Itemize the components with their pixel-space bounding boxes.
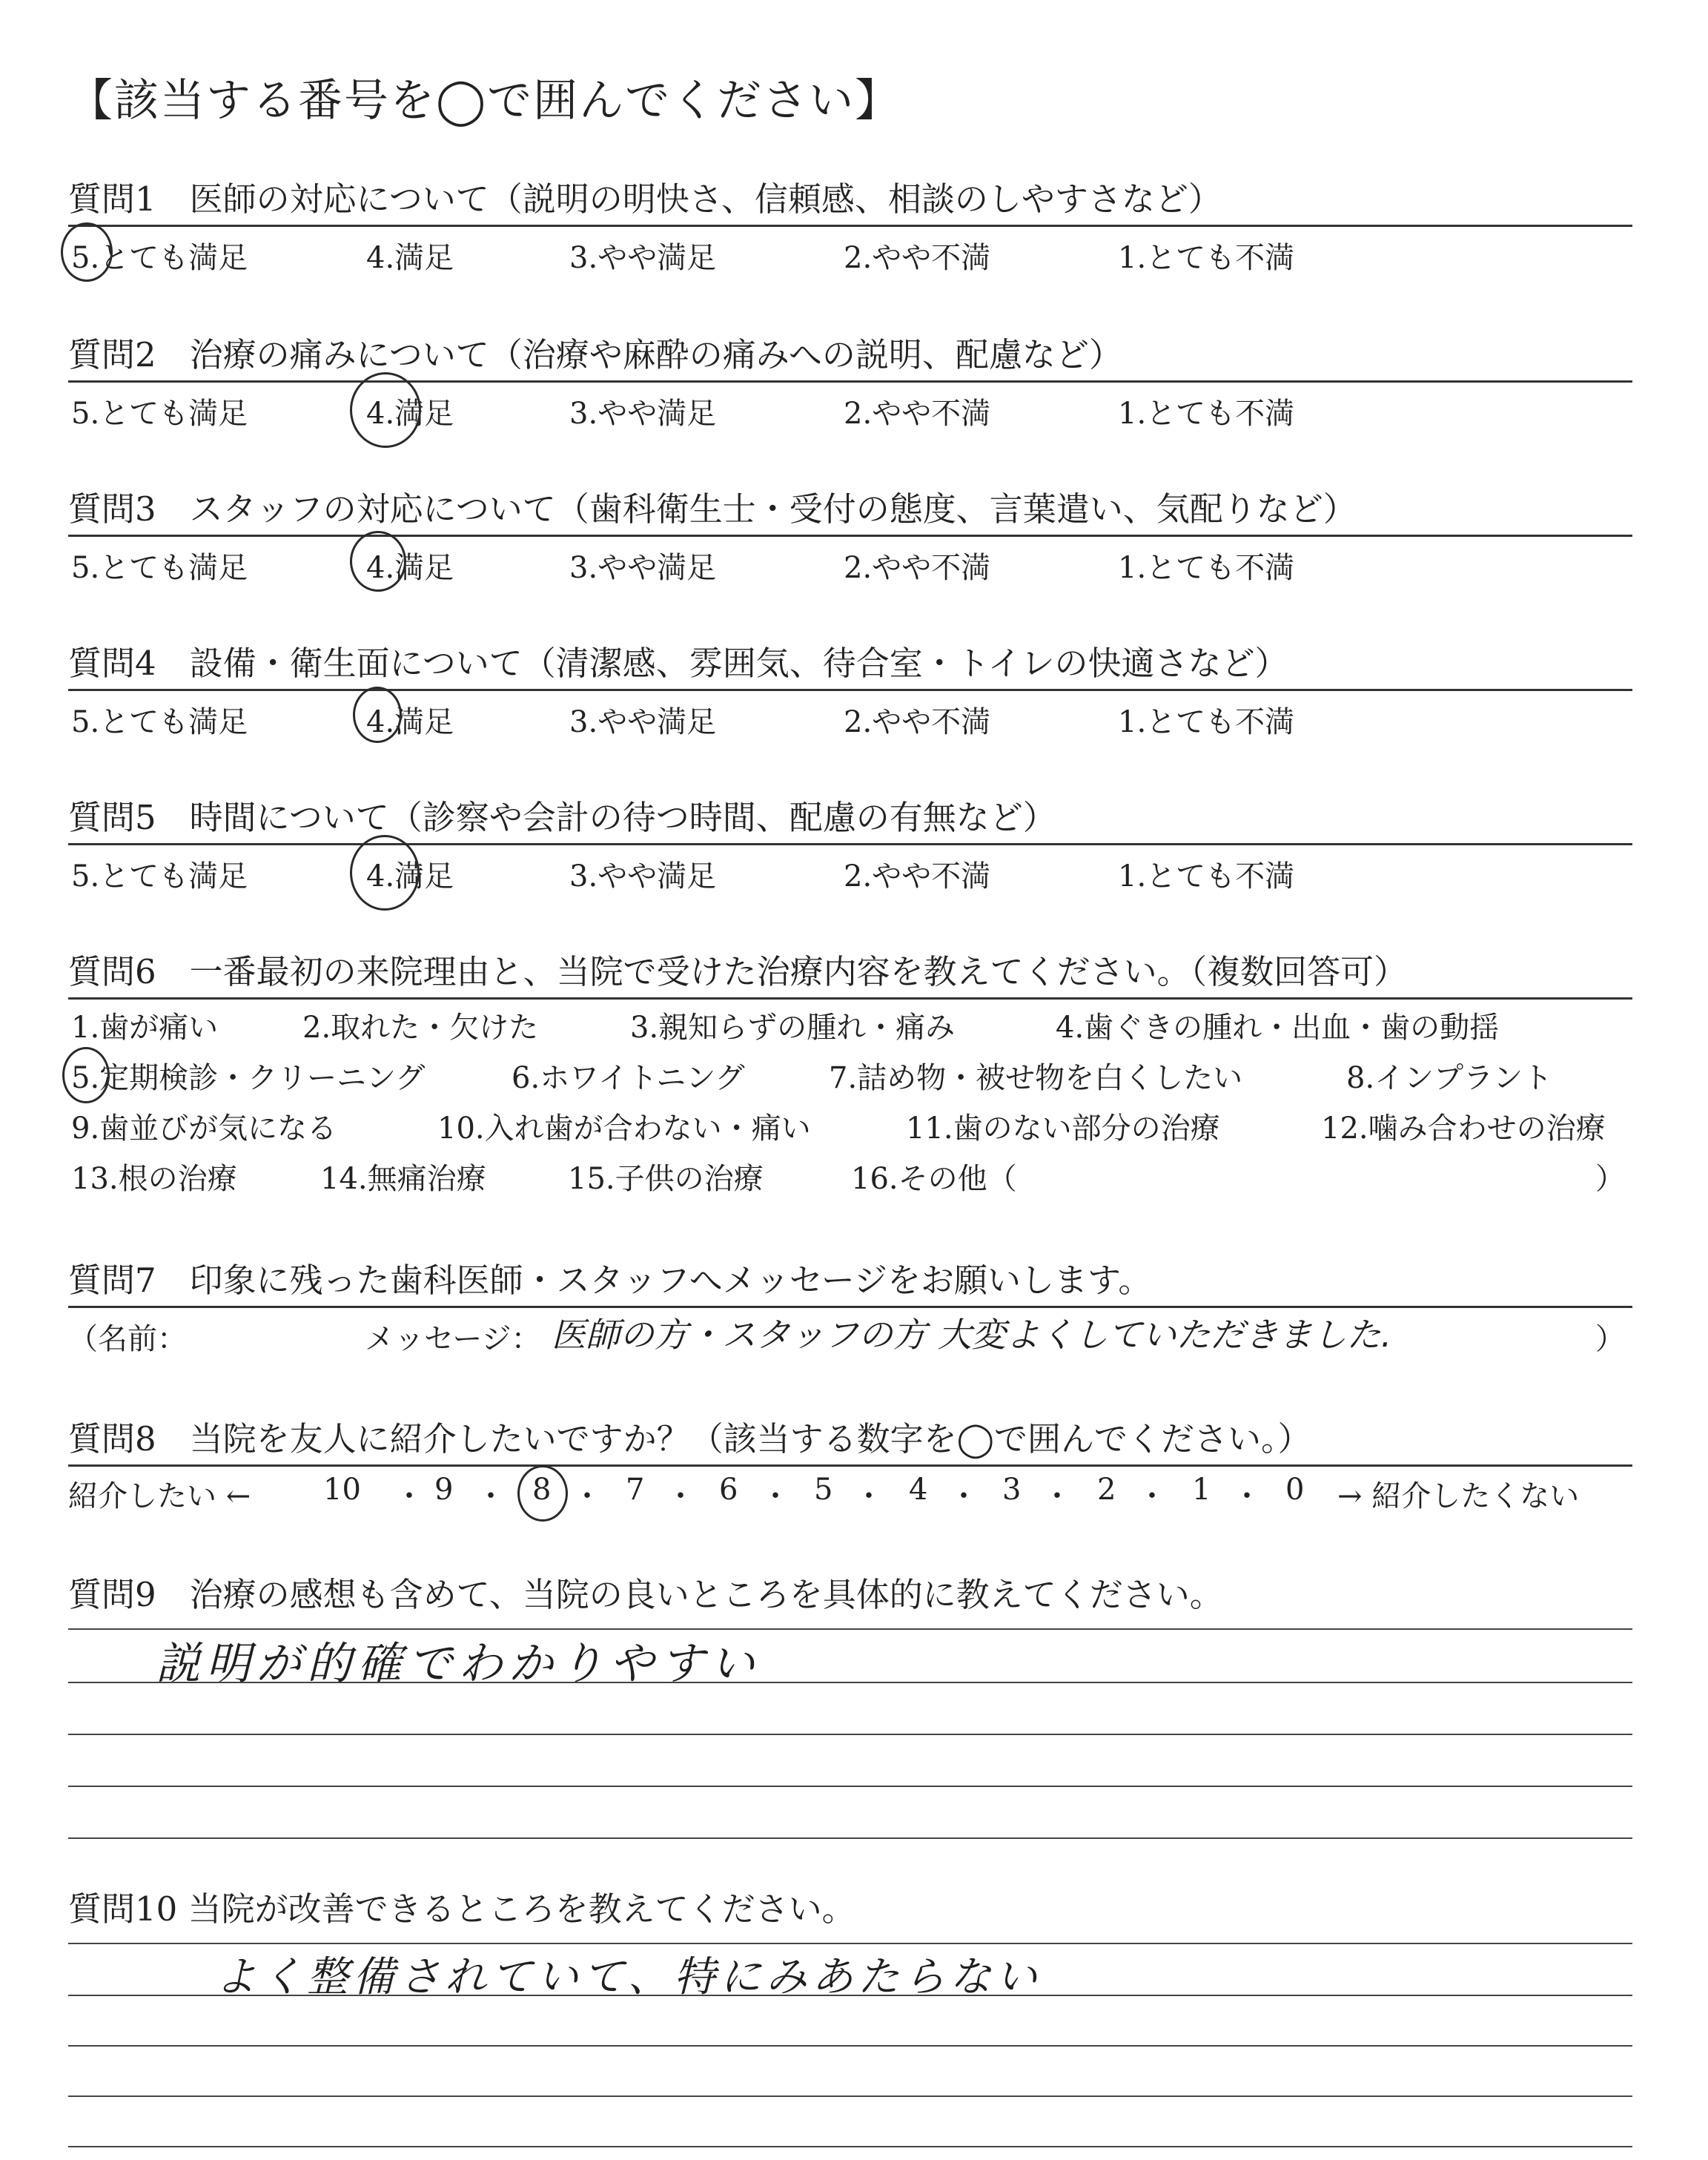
- option-1[interactable]: 1.とても不満: [1118, 859, 1295, 894]
- scale-dot: ・: [666, 1479, 695, 1513]
- rating-options: [68, 845, 1632, 894]
- option-5[interactable]: 5.とても満足: [71, 397, 248, 431]
- q6-option-16[interactable]: 16.その他（: [851, 1162, 1017, 1196]
- scale-dot: ・: [949, 1479, 979, 1513]
- answer-line: [68, 1837, 1632, 1839]
- question-title: 質問1 医師の対応について（説明の明快さ、信頼感、相談のしやすさなど）: [68, 172, 1632, 227]
- checklist-row: [68, 1050, 1632, 1100]
- q6-option-4[interactable]: 4.歯ぐきの腫れ・出血・歯の動揺: [1056, 1011, 1500, 1045]
- recommend-scale: [68, 1467, 1632, 1519]
- scale-value[interactable]: 10: [323, 1473, 361, 1507]
- option-5[interactable]: 5.とても満足: [71, 705, 248, 739]
- option-5[interactable]: 5.とても満足: [71, 241, 248, 275]
- option-3[interactable]: 3.やや満足: [569, 241, 717, 275]
- option-1[interactable]: 1.とても不満: [1118, 397, 1295, 431]
- question-2: [68, 328, 1632, 431]
- form-heading: 【該当する番号を◯で囲んでください】: [68, 75, 901, 127]
- q6-option-13[interactable]: 13.根の治療: [71, 1162, 237, 1196]
- question-3: [68, 482, 1632, 585]
- scale-value[interactable]: 6: [719, 1473, 738, 1507]
- q6-option-6[interactable]: 6.ホワイトニング: [512, 1061, 745, 1095]
- scale-dot: ・: [476, 1479, 506, 1513]
- question-title: 質問7 印象に残った歯科医師・スタッフへメッセージをお願いします。: [68, 1253, 1632, 1308]
- q6-other-close: ）: [1595, 1162, 1625, 1196]
- question-1: [68, 172, 1632, 275]
- selection-circle: [350, 531, 406, 592]
- question-8: [68, 1412, 1632, 1519]
- question-7: [68, 1253, 1632, 1360]
- answer-line: [68, 2095, 1632, 2097]
- question-title: 質問9 治療の感想も含めて、当院の良いところを具体的に教えてください。: [68, 1575, 1223, 1614]
- message-label: メッセージ：: [365, 1322, 541, 1356]
- rating-options: [68, 227, 1632, 275]
- q10-answer[interactable]: よく整備されていて、特にみあたらない: [215, 1953, 1042, 2001]
- scale-value[interactable]: 8: [532, 1473, 552, 1507]
- answer-line: [68, 1995, 1632, 1996]
- message-close: ）: [1595, 1322, 1625, 1356]
- scale-value[interactable]: 9: [434, 1473, 454, 1507]
- message-text[interactable]: 医師の方・スタッフの方 大変よくしていただきました.: [552, 1315, 1392, 1355]
- question-title: 質問2 治療の痛みについて（治療や麻酔の痛みへの説明、配慮など）: [68, 328, 1632, 383]
- answer-line: [68, 2146, 1632, 2147]
- q6-option-9[interactable]: 9.歯並びが気になる: [71, 1112, 337, 1146]
- option-3[interactable]: 3.やや満足: [569, 551, 717, 585]
- scale-dot: ・: [572, 1479, 602, 1513]
- question-title: 質問3 スタッフの対応について（歯科衛生士・受付の態度、言葉遣い、気配りなど）: [68, 482, 1632, 537]
- q6-option-10[interactable]: 10.入れ歯が合わない・痛い: [437, 1112, 811, 1146]
- option-2[interactable]: 2.やや不満: [844, 859, 991, 894]
- question-10: [68, 1882, 1632, 1935]
- question-title: 質問4 設備・衛生面について（清潔感、雰囲気、待合室・トイレの快適さなど）: [68, 636, 1632, 691]
- q6-option-15[interactable]: 15.子供の治療: [568, 1162, 764, 1196]
- selection-circle: [350, 835, 420, 911]
- q6-option-2[interactable]: 2.取れた・欠けた: [302, 1011, 539, 1045]
- option-3[interactable]: 3.やや満足: [569, 859, 717, 894]
- answer-line: [68, 1786, 1632, 1787]
- checklist-row: [68, 1000, 1632, 1050]
- scale-right-label: → 紹介したくない: [1337, 1479, 1580, 1513]
- question-title: 質問10 当院が改善できるところを教えてください。: [68, 1889, 855, 1929]
- answer-line: [68, 2045, 1632, 2047]
- option-2[interactable]: 2.やや不満: [844, 551, 991, 585]
- selection-circle: [350, 372, 421, 448]
- rating-options: [68, 537, 1632, 585]
- q6-option-7[interactable]: 7.詰め物・被せ物を白くしたい: [829, 1061, 1243, 1095]
- name-label: （名前：: [68, 1322, 187, 1356]
- option-1[interactable]: 1.とても不満: [1118, 551, 1295, 585]
- option-4[interactable]: 4.満足: [366, 551, 454, 585]
- option-2[interactable]: 2.やや不満: [844, 241, 991, 275]
- scale-value[interactable]: 0: [1285, 1473, 1305, 1507]
- option-4[interactable]: 4.満足: [366, 859, 454, 894]
- scale-value[interactable]: 7: [626, 1473, 645, 1507]
- selection-circle: [517, 1465, 568, 1522]
- option-2[interactable]: 2.やや不満: [844, 397, 991, 431]
- checklist-row: [68, 1151, 1632, 1201]
- q6-option-12[interactable]: 12.噛み合わせの治療: [1321, 1112, 1606, 1146]
- scale-dot: ・: [761, 1479, 790, 1513]
- scale-value[interactable]: 1: [1192, 1473, 1211, 1507]
- selection-circle: [61, 222, 113, 282]
- rating-options: [68, 383, 1632, 431]
- scale-dot: ・: [1137, 1479, 1167, 1513]
- scale-value[interactable]: 5: [814, 1473, 833, 1507]
- rating-options: [68, 691, 1632, 739]
- question-5: [68, 790, 1632, 894]
- option-3[interactable]: 3.やや満足: [569, 705, 717, 739]
- question-title: 質問5 時間について（診察や会計の待つ時間、配慮の有無など）: [68, 790, 1632, 845]
- option-3[interactable]: 3.やや満足: [569, 397, 717, 431]
- answer-line: [68, 1682, 1632, 1683]
- scale-dot: ・: [1042, 1479, 1072, 1513]
- question-title: 質問8 当院を友人に紹介したいですか？（該当する数字を◯で囲んでください。）: [68, 1412, 1632, 1467]
- selection-circle: [62, 1047, 110, 1103]
- question-title: 質問6 一番最初の来院理由と、当院で受けた治療内容を教えてください。（複数回答可）: [68, 945, 1632, 1000]
- checklist-row: [68, 1100, 1632, 1151]
- scale-value[interactable]: 4: [909, 1473, 928, 1507]
- question-4: [68, 636, 1632, 739]
- scale-dot: ・: [394, 1479, 424, 1513]
- selection-circle: [353, 687, 402, 743]
- q6-option-3[interactable]: 3.親知らずの腫れ・痛み: [630, 1011, 956, 1045]
- scale-value[interactable]: 2: [1097, 1473, 1116, 1507]
- scale-dot: ・: [854, 1479, 884, 1513]
- option-1[interactable]: 1.とても不満: [1118, 705, 1295, 739]
- q6-option-11[interactable]: 11.歯のない部分の治療: [906, 1112, 1220, 1146]
- option-4[interactable]: 4.満足: [366, 397, 454, 431]
- option-5[interactable]: 5.とても満足: [71, 551, 248, 585]
- option-5[interactable]: 5.とても満足: [71, 859, 248, 894]
- q6-option-1[interactable]: 1.歯が痛い: [71, 1011, 219, 1045]
- option-1[interactable]: 1.とても不満: [1118, 241, 1295, 275]
- scale-dot: ・: [1232, 1479, 1262, 1513]
- option-2[interactable]: 2.やや不満: [844, 705, 991, 739]
- question-6: [68, 945, 1632, 1201]
- question-9: [68, 1568, 1632, 1620]
- message-row: [68, 1308, 1632, 1360]
- q6-option-8[interactable]: 8.インプラント: [1346, 1061, 1553, 1095]
- scale-value[interactable]: 3: [1002, 1473, 1022, 1507]
- scale-left-label: 紹介したい ←: [68, 1479, 251, 1513]
- q6-option-5[interactable]: 5.定期検診・クリーニング: [71, 1061, 426, 1095]
- q6-option-14[interactable]: 14.無痛治療: [320, 1162, 486, 1196]
- q9-answer[interactable]: 説明が的確でわかりやすい: [156, 1638, 761, 1690]
- option-4[interactable]: 4.満足: [366, 241, 454, 275]
- answer-line: [68, 1734, 1632, 1735]
- option-4[interactable]: 4.満足: [366, 705, 454, 739]
